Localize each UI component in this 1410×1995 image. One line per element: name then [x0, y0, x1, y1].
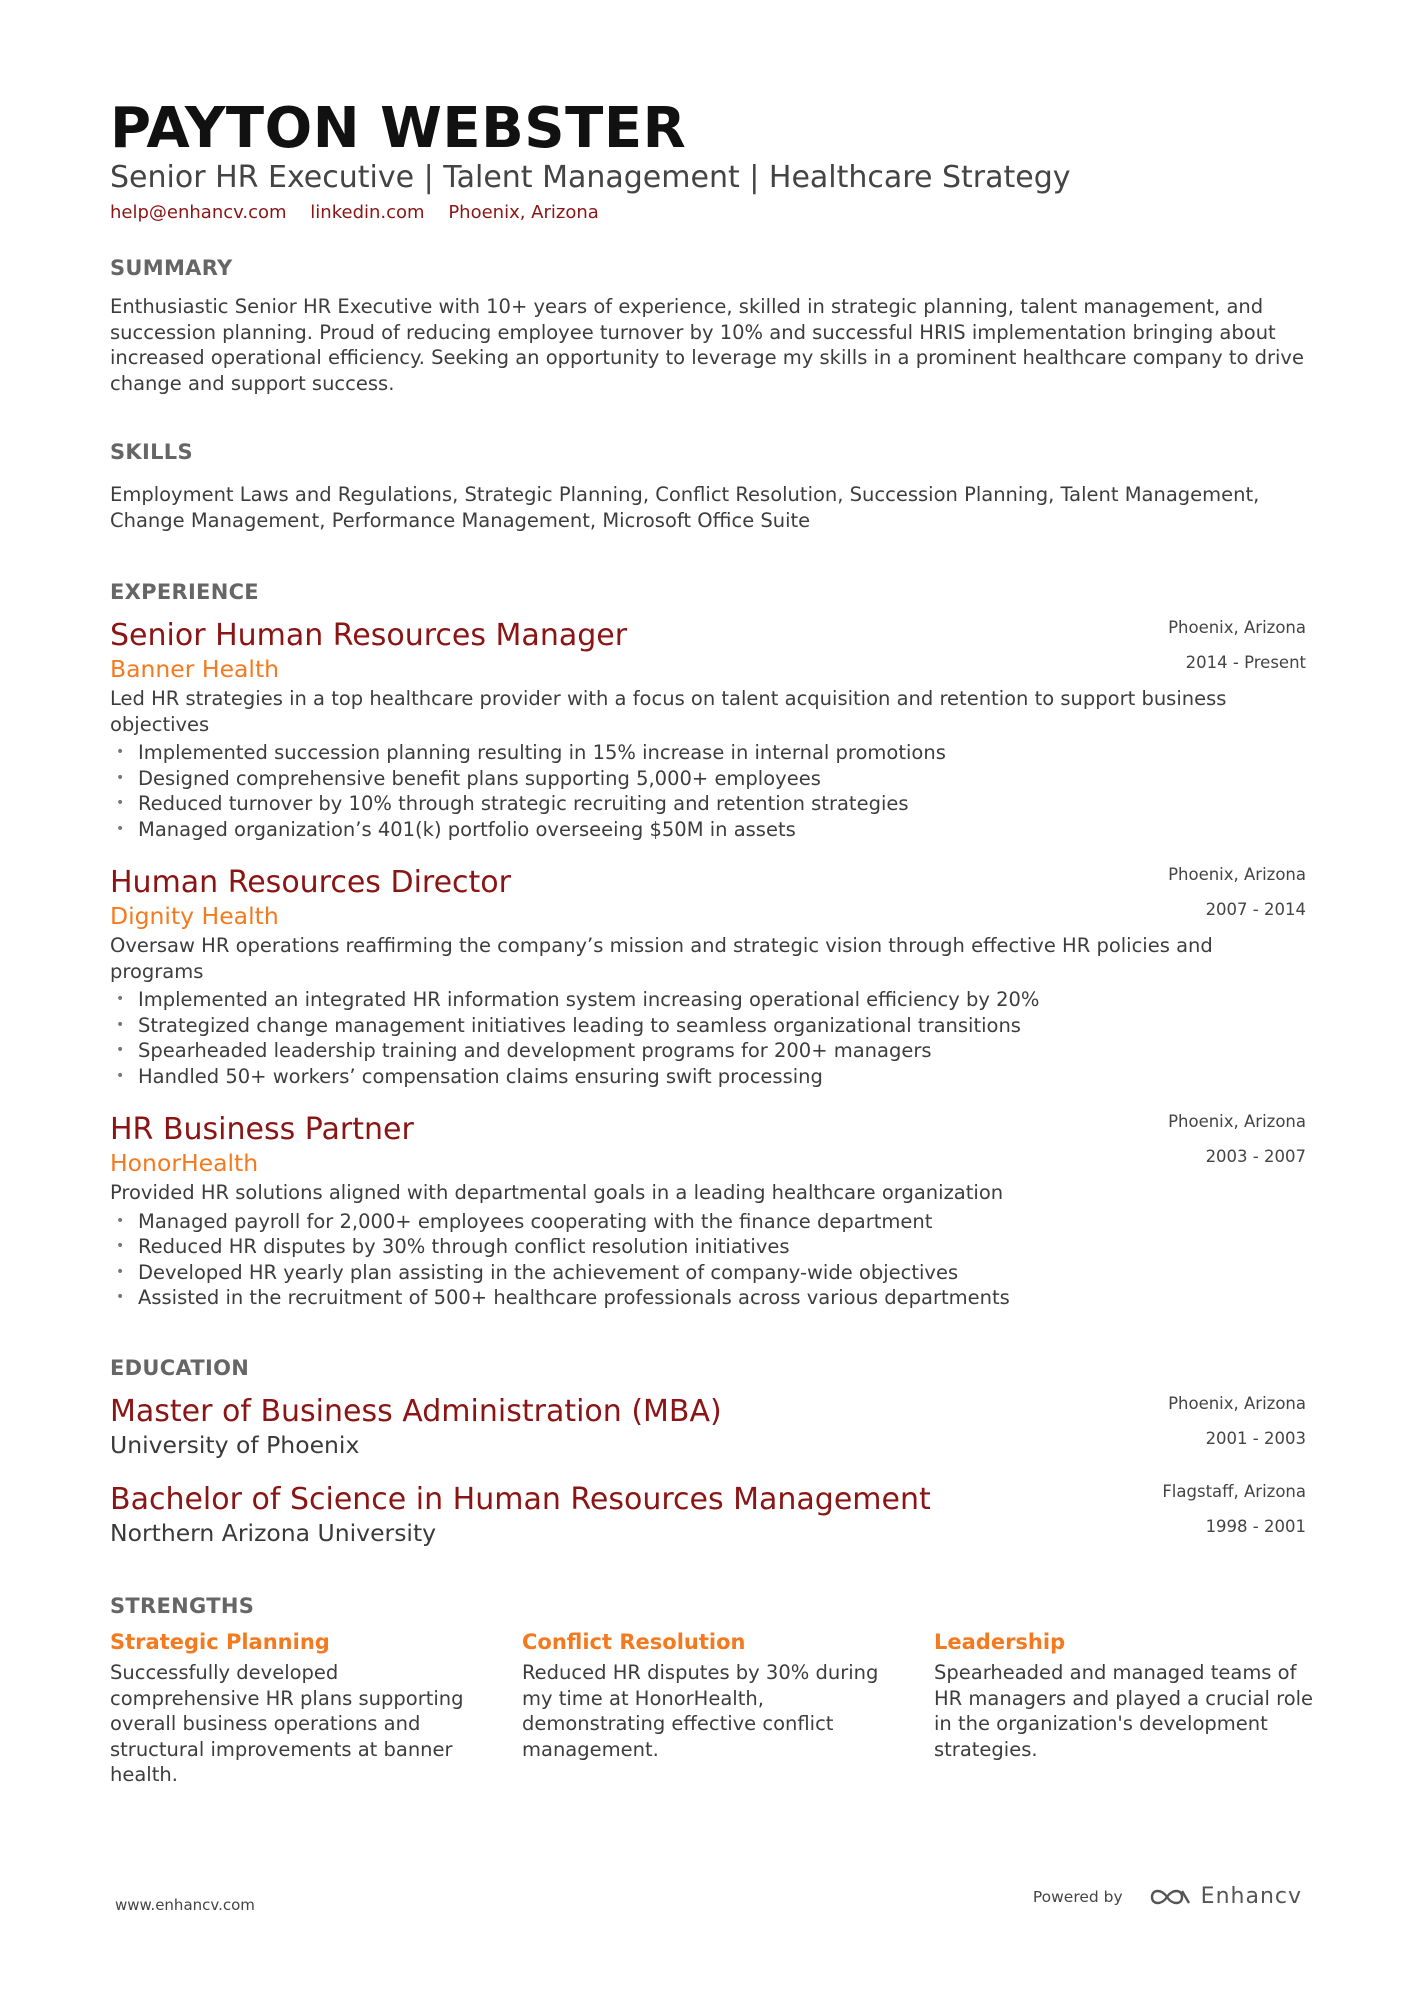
strength-item [110, 1628, 490, 1788]
achievement-item: • Reduced HR disputes by 30% through conflict resolution initiatives [116, 1235, 790, 1258]
strength-description: Successfully developed comprehensive HR plans supporting overall business operations and structural improvements at banner health. [110, 1661, 464, 1786]
school-dates: 1998 - 2001 [1205, 1517, 1306, 1536]
education-entry [110, 1394, 1306, 1460]
achievement-item: • Reduced turnover by 10% through strategic recruiting and retention strategies [116, 792, 909, 815]
bullet-icon: • [116, 769, 125, 786]
summary-text: Enthusiastic Senior HR Executive with 10+ years of experience, skilled in strategic planning, talent management, and succession planning. Proud of reducing employee turnover by 10% and successful HRIS implementation bringing about increased operational efficiency. Seeking an opportunity to leverage my skills in a prominent healthcare company to drive change and support success. [110, 295, 1304, 395]
job-description: Led HR strategies in a top healthcare provider with a focus on talent acquisition and retention to support business objectives [110, 687, 1227, 736]
job-dates: 2003 - 2007 [1205, 1147, 1306, 1166]
summary-heading: SUMMARY [110, 256, 233, 280]
achievement-item: • Managed payroll for 2,000+ employees cooperating with the finance department [116, 1209, 933, 1233]
bullet-icon: • [116, 820, 125, 837]
skills-heading: SKILLS [110, 440, 193, 464]
experience-heading: EXPERIENCE [110, 580, 259, 604]
email-link[interactable]: help@enhancv.com [110, 202, 287, 223]
bullet-icon: • [116, 1016, 125, 1033]
achievement-item: • Assisted in the recruitment of 500+ healthcare professionals across various departments [116, 1286, 1010, 1309]
achievement-item: • Implemented succession planning resulting in 15% increase in internal promotions [116, 741, 946, 764]
candidate-name: PAYTON WEBSTER [110, 96, 687, 161]
company-name: Dignity Health [110, 902, 279, 930]
degree-title: Master of Business Administration (MBA) [110, 1394, 722, 1429]
bullet-icon: • [116, 1263, 125, 1280]
achievement-item: • Handled 50+ workers’ compensation claims ensuring swift processing [116, 1064, 823, 1088]
powered-by-label: Powered by [1032, 1887, 1123, 1906]
strength-title: Strategic Planning [110, 1630, 330, 1654]
achievement-list [110, 1209, 1306, 1311]
footer-branding [1033, 1884, 1302, 1909]
job-location: Phoenix, Arizona [1168, 1112, 1306, 1131]
headline: Senior HR Executive | Talent Management | Healthcare Strategy [110, 160, 1071, 195]
job-location: Phoenix, Arizona [1168, 865, 1306, 884]
achievement-item: • Developed HR yearly plan assisting in the achievement of company-wide objectives [116, 1260, 959, 1284]
school-dates: 2001 - 2003 [1205, 1429, 1306, 1448]
location-text: Phoenix, Arizona [448, 202, 599, 223]
strength-item [522, 1628, 902, 1762]
bullet-icon: • [116, 795, 125, 811]
skills-text: Employment Laws and Regulations, Strategic Planning, Conflict Resolution, Succession Planning, Talent Management, Change Management, Performance Management, Microsoft Office Suite [110, 483, 1260, 532]
linkedin-link[interactable]: linkedin.com [310, 202, 425, 223]
job-title: Human Resources Director [110, 865, 511, 900]
bullet-icon: • [116, 991, 125, 1007]
job-location: Phoenix, Arizona [1168, 618, 1306, 637]
job-description: Oversaw HR operations reaffirming the company’s mission and strategic vision through effective HR policies and programs [110, 934, 1213, 983]
achievement-item: • Strategized change management initiatives leading to seamless organizational transitions [116, 1013, 1021, 1037]
job-dates: 2007 - 2014 [1205, 900, 1306, 919]
job-title: Senior Human Resources Manager [110, 618, 628, 653]
achievement-list [110, 740, 1306, 842]
experience-entry [110, 1112, 1306, 1311]
achievement-item: • Spearheaded leadership training and development programs for 200+ managers [116, 1039, 932, 1062]
footer-website-link[interactable]: www.enhancv.com [115, 1896, 255, 1914]
contact-line [110, 202, 617, 223]
bullet-icon: • [116, 1067, 125, 1084]
experience-entry [110, 618, 1306, 842]
achievement-item: • Implemented an integrated HR information system increasing operational efficiency by 20% [116, 988, 1040, 1011]
job-description: Provided HR solutions aligned with departmental goals in a leading healthcare organization [110, 1181, 1004, 1204]
company-name: Banner Health [110, 655, 280, 683]
bullet-icon: • [116, 744, 125, 760]
achievement-list [110, 987, 1306, 1089]
strength-title: Leadership [934, 1630, 1066, 1654]
degree-title: Bachelor of Science in Human Resources Management [110, 1482, 931, 1517]
bullet-icon: • [116, 1238, 125, 1254]
brand-name[interactable]: Enhancv [1200, 1884, 1302, 1909]
education-entry [110, 1482, 1306, 1548]
bullet-icon: • [116, 1042, 125, 1058]
strength-item [934, 1628, 1314, 1762]
company-name: HonorHealth [110, 1149, 259, 1177]
bullet-icon: • [116, 1212, 125, 1229]
achievement-item: • Managed organization’s 401(k) portfolio overseeing $50M in assets [116, 817, 796, 841]
strength-description: Reduced HR disputes by 30% during my time at HonorHealth, demonstrating effective conflict management. [522, 1661, 879, 1761]
school-location: Flagstaff, Arizona [1162, 1482, 1306, 1501]
job-title: HR Business Partner [110, 1112, 414, 1147]
enhancv-logo-icon [1149, 1885, 1193, 1909]
school-name: Northern Arizona University [110, 1519, 437, 1547]
experience-entry [110, 865, 1306, 1089]
education-heading: EDUCATION [110, 1356, 250, 1380]
job-dates: 2014 - Present [1185, 653, 1306, 672]
bullet-icon: • [116, 1289, 125, 1305]
strengths-heading: STRENGTHS [110, 1594, 255, 1618]
achievement-item: • Designed comprehensive benefit plans supporting 5,000+ employees [116, 766, 821, 790]
strength-description: Spearheaded and managed teams of HR managers and played a crucial role in the organization's development strategies. [934, 1661, 1314, 1761]
school-location: Phoenix, Arizona [1168, 1394, 1306, 1413]
resume-page [110, 0, 1314, 1995]
school-name: University of Phoenix [110, 1431, 360, 1459]
strength-title: Conflict Resolution [522, 1630, 746, 1654]
